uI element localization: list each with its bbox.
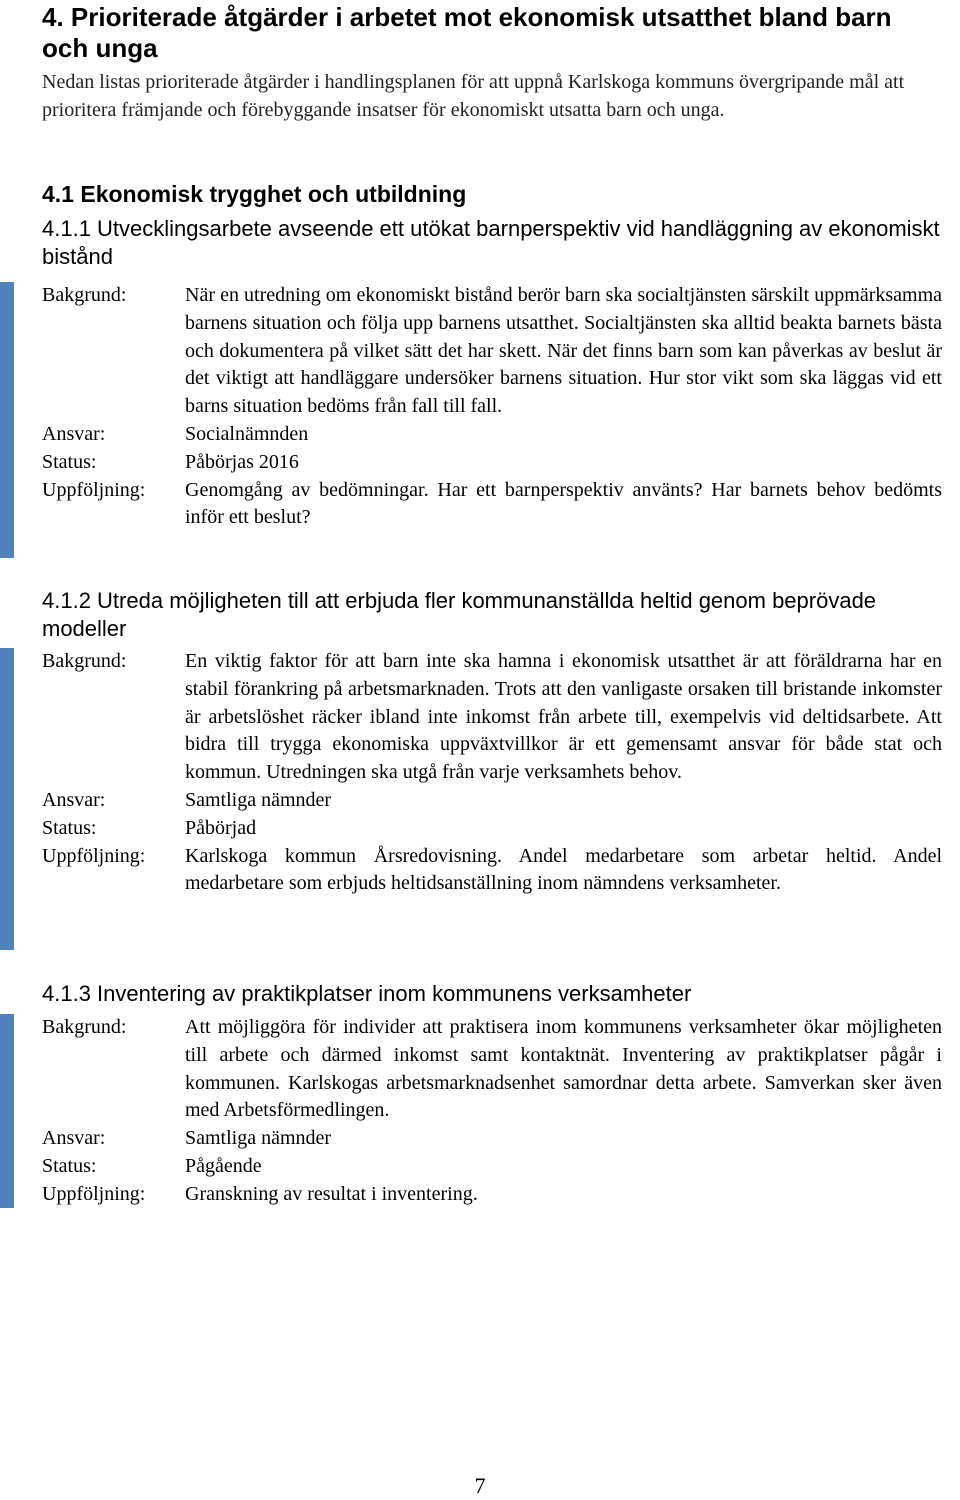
uppfoljning-text: Granskning av resultat i inventering. [185,1182,478,1205]
ansvar-row [42,1125,942,1153]
uppfoljning-row [42,1181,942,1209]
uppfoljning-text: Genomgång av bedömningar. Har ett barnperspektiv använts? Har barnets behov bedömts inför ett beslut? [185,478,942,529]
item-title: 4.1.1 Utvecklingsarbete avseende ett utökat barnperspektiv vid handläggning av ekonomiskt bistånd [42,216,940,269]
status-row [42,815,942,843]
bakgrund-row [42,648,942,787]
bakgrund-label: Bakgrund: [42,1016,127,1038]
status-label: Status: [42,1154,97,1177]
status-label: Status: [42,816,97,839]
status-row [42,449,942,477]
bakgrund-text: En viktig faktor för att barn inte ska hamna i ekonomisk utsatthet är att föräldrarna har en stabil förankring på arbetsmarknaden. Trots att den vanligaste orsaken till bristande inkomster är arbetslöshet räcker ibland inte inkomst från arbete till, exempelvis vid deltidsarbete. Att bidra till trygga ekonomiska uppväxtvillkor är ett gemensamt ansvar för både stat och kommun. Utredningen ska utgå från varje verksamhets behov. [185,650,942,784]
ansvar-row [42,421,942,449]
ansvar-text: Samtliga nämnder [185,1127,332,1150]
status-label: Status: [42,450,97,473]
bakgrund-text: När en utredning om ekonomiskt bistånd berör barn ska socialtjänsten särskilt uppmärksamma barnens situation och följa upp barnens utsatthet. Socialtjänsten ska alltid beakta barnets bästa och dokumentera på vilket sätt det har skett. När det finns barn som kan påverkas av beslut är det viktigt att handläggare undersöker barnens situation. Hur stor vikt som ska läggas vid ett barns situation bedöms från fall till fall. [185,284,942,418]
intro-paragraph: Nedan listas prioriterade åtgärder i handlingsplanen för att uppnå Karlskoga kommuns övergripande mål att prioritera främjande och förebyggande insatser för ekonomiskt utsatta barn och unga. [42,71,905,121]
ansvar-text: Socialnämnden [185,422,309,445]
ansvar-label: Ansvar: [42,788,106,811]
uppfoljning-row [42,477,942,533]
uppfoljning-label: Uppföljning: [42,1182,146,1205]
item-title: 4.1.2 Utreda möjligheten till att erbjuda fler kommunanställda heltid genom beprövade modeller [42,588,877,641]
uppfoljning-label: Uppföljning: [42,844,146,867]
uppfoljning-text: Karlskoga kommun Årsredovisning. Andel medarbetare som arbetar heltid. Andel medarbetare som erbjuds heltidsanställning inom nämndens verksamheter. [185,844,942,895]
ansvar-row [42,787,942,815]
status-text: Påbörjas 2016 [185,450,299,473]
section-heading: 4.1 Ekonomisk trygghet och utbildning [42,181,467,207]
page-number: 7 [474,1473,486,1498]
status-text: Pågående [185,1154,262,1177]
change-bar [0,1014,14,1208]
uppfoljning-label: Uppföljning: [42,478,146,501]
status-row [42,1153,942,1181]
bakgrund-row [42,282,942,421]
change-bar [0,282,14,558]
ansvar-label: Ansvar: [42,1127,106,1150]
bakgrund-label: Bakgrund: [42,284,127,306]
item-block [42,1014,942,1209]
ansvar-text: Samtliga nämnder [185,788,332,811]
bakgrund-row [42,1014,942,1125]
change-bar [0,648,14,950]
item-title: 4.1.3 Inventering av praktikplatser inom kommunens verksamheter [42,981,692,1006]
bakgrund-label: Bakgrund: [42,650,127,672]
page-heading: 4. Prioriterade åtgärder i arbetet mot ekonomisk utsatthet bland barn och unga [42,2,892,63]
status-text: Påbörjad [185,816,257,839]
item-block [42,282,942,532]
ansvar-label: Ansvar: [42,422,106,445]
item-block [42,648,942,898]
uppfoljning-row [42,843,942,899]
bakgrund-text: Att möjliggöra för individer att praktisera inom kommunens verksamheter ökar möjligheten till arbete och därmed inkomst samt kontaktnät. Inventering av praktikplatser pågår i kommunen. Karlskogas arbetsmarknadsenhet samordnar detta arbete. Samverkan sker även med Arbetsförmedlingen. [185,1016,942,1122]
